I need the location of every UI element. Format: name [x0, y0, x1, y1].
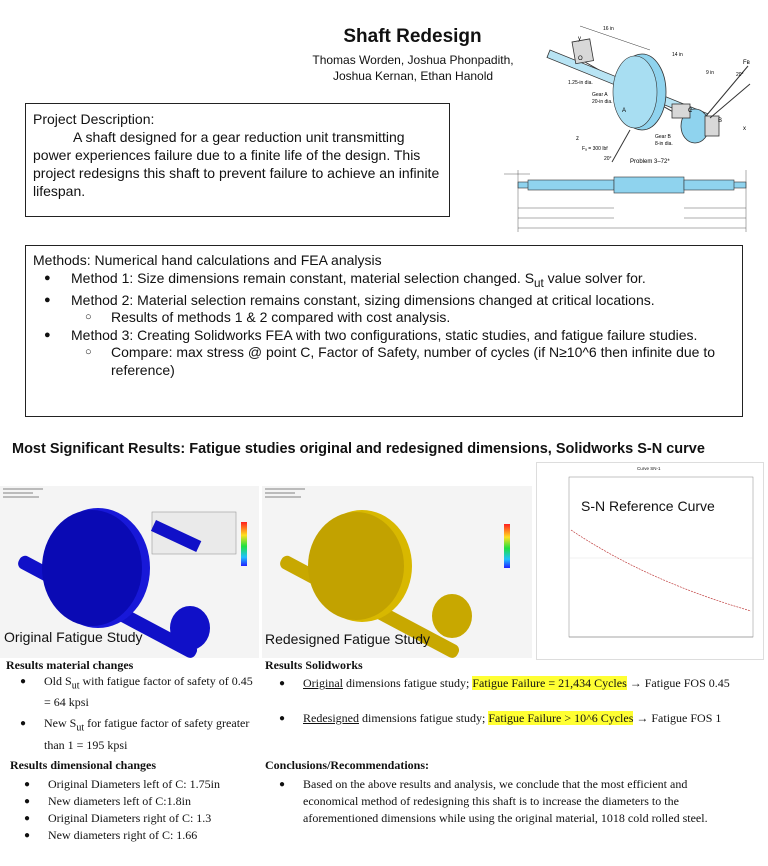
results-solidworks-title: Results Solidworks	[265, 658, 363, 672]
dimensional-item: ● Original Diameters left of C: 1.75in	[10, 776, 260, 793]
results-material-item-2-sub: ut	[76, 722, 85, 734]
solidworks-item-redesigned-post: → Fatigue FOS 1	[633, 711, 722, 725]
point-fb-label: Fʙ	[743, 60, 750, 66]
conclusions-list	[265, 776, 710, 827]
point-a-label: A	[622, 108, 627, 114]
page-title: Shaft Redesign	[343, 26, 482, 47]
methods-list	[33, 270, 735, 380]
dimensional-item: ● Original Diameters right of C: 1.3	[10, 810, 260, 827]
solidworks-item-original-mid: dimensions fatigue study;	[343, 676, 473, 690]
point-z-label: z	[576, 136, 579, 142]
results-material-item-1-sub: ut	[71, 680, 80, 692]
project-description-label: Project Description:	[33, 111, 155, 127]
original-fatigue-caption: Original Fatigue Study	[4, 629, 143, 645]
dim-9-label: 9 in	[706, 70, 715, 76]
results-dimensional-list	[10, 776, 260, 844]
authors-line-1: Thomas Worden, Joshua Phonpadith,	[312, 53, 514, 67]
dimensional-item: ● New diameters right of C: 1.66	[10, 827, 260, 844]
results-material-item-2-pre: New S	[44, 716, 77, 731]
results-material-item-1	[6, 673, 256, 711]
authors	[295, 52, 531, 84]
conclusions-text: ● Based on the above results and analysis, we conclude that the most efficient and economical method of redesigning this shaft is to increase the diameters to the aforementioned dimensions while using the original material, 1018 cold rolled steel.	[265, 776, 710, 827]
results-material-item-2	[6, 715, 256, 753]
angle-bottom-label: 20°	[604, 156, 612, 162]
redesigned-fatigue-image	[262, 486, 532, 658]
results-material-list	[6, 673, 256, 754]
shaft-2d-drawing	[504, 159, 746, 232]
project-description-text	[33, 128, 442, 200]
point-o-label: O	[578, 56, 583, 62]
point-y-label: y	[578, 36, 581, 42]
project-description-box	[25, 103, 450, 217]
dim-14-label: 14 in	[672, 52, 683, 58]
solidworks-item-redesigned-label: Redesigned	[303, 711, 359, 725]
sn-plot-title: Curve SN-1	[637, 466, 661, 471]
method-1-text: Method 1: Size dimensions remain constant, material selection changed. S	[71, 269, 535, 286]
solidworks-item-redesigned-mid: dimensions fatigue study;	[359, 711, 489, 725]
solidworks-item-original-highlight: Fatigue Failure = 21,434 Cycles	[472, 676, 627, 690]
methods-title: Methods: Numerical hand calculations and FEA analysis	[33, 252, 382, 268]
solidworks-item-original-post: → Fatigue FOS 0.45	[626, 676, 730, 690]
original-fatigue-image	[0, 486, 259, 658]
methods-box	[25, 245, 743, 417]
project-description-body: A shaft designed for a gear reduction unit transmitting power experiences failure due to a finite life of the design. This project redesigns this shaft to prevent failure to achieve an infinite lifespan.	[33, 129, 440, 199]
gear-a-label: Gear A	[592, 92, 608, 98]
dim-16-label: 16 in	[603, 26, 614, 32]
method-1	[33, 270, 735, 292]
dimensional-item: ● New diameters left of C:1.8in	[10, 793, 260, 810]
solidworks-item-redesigned	[265, 710, 765, 727]
sn-curve-plot	[537, 463, 763, 659]
point-c-label: C	[688, 108, 693, 114]
results-material-item-2-post: for fatigue factor of safety greater than 1 = 195 kpsi	[44, 716, 250, 752]
gear-a-diameter: 20-in dia.	[592, 99, 613, 105]
sn-curve-caption: S-N Reference Curve	[581, 498, 715, 514]
method-3: ● Method 3: Creating Solidworks FEA with two configurations, static studies, and fatigue failure studies.	[33, 327, 735, 345]
shaft-problem-diagram	[500, 12, 758, 236]
method-1-sub: ut	[534, 276, 544, 290]
results-solidworks-list	[265, 675, 765, 727]
sn-curve-image	[536, 462, 764, 660]
redesigned-fatigue-caption: Redesigned Fatigue Study	[265, 631, 430, 647]
gear-b-label: Gear B	[655, 134, 671, 140]
gear-b-diameter: 8-in dia.	[655, 141, 673, 147]
method-2-sub: ○ Results of methods 1 & 2 compared with cost analysis.	[33, 309, 735, 327]
point-b-label: B	[718, 118, 723, 124]
method-1-text-end: value solver for.	[543, 269, 646, 286]
results-material-title: Results material changes	[6, 658, 134, 672]
shaft-3d-figure	[547, 26, 750, 162]
results-material-item-1-pre: Old S	[44, 674, 72, 688]
problem-label: Problem 3–72*	[630, 159, 670, 165]
point-x-label: x	[743, 126, 746, 132]
solidworks-item-redesigned-highlight: Fatigue Failure > 10^6 Cycles	[488, 711, 634, 725]
force-a-label: Fₐ = 300 lbf	[582, 146, 608, 152]
results-heading: Most Significant Results: Fatigue studies original and redesigned dimensions, Solidworks S-N curve	[12, 441, 705, 457]
results-material-item-1-post: with fatigue factor of safety of 0.45 = 64 kpsi	[44, 674, 253, 710]
method-3-sub: ○ Compare: max stress @ point C, Factor of Safety, number of cycles (if N≥10^6 then infinite due to reference)	[33, 344, 735, 379]
results-solidworks-section	[265, 658, 765, 727]
conclusions-title: Conclusions/Recommendations:	[265, 758, 430, 772]
angle-top-label: 20°	[736, 72, 744, 78]
results-dimensional-section	[10, 758, 260, 844]
results-material-section	[6, 658, 256, 754]
shaft-diameter-label: 1.25-in dia.	[568, 80, 593, 86]
solidworks-item-original-label: Original	[303, 676, 343, 690]
authors-line-2: Joshua Kernan, Ethan Hanold	[332, 69, 494, 83]
solidworks-item-original	[265, 675, 765, 692]
conclusions-section	[265, 758, 710, 827]
method-2: ● Method 2: Material selection remains constant, sizing dimensions changed at critical locations.	[33, 292, 735, 310]
results-dimensional-title: Results dimensional changes	[10, 758, 157, 772]
